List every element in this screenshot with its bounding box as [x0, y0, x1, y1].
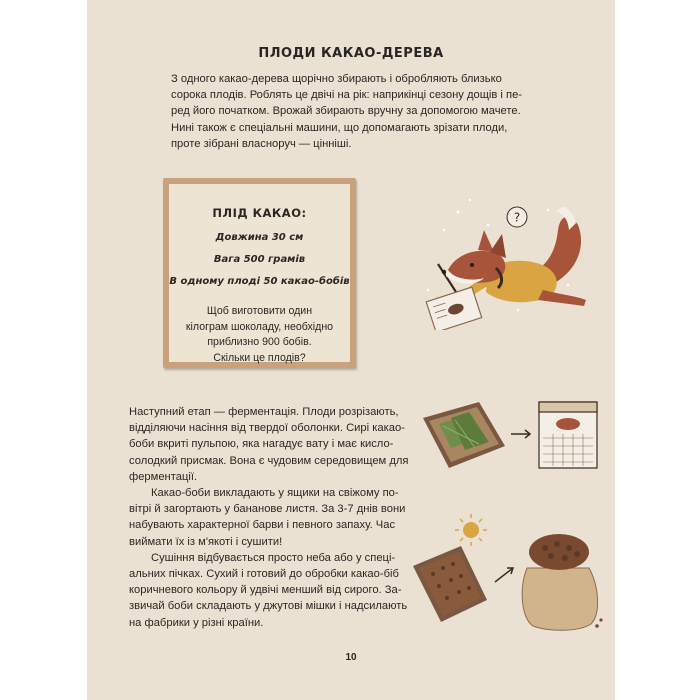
text-line: боби вкриті пульпою, яка нагадує вату і має кисло- [129, 438, 394, 451]
text-line: кілограм шоколаду, необхідно [185, 320, 334, 333]
fermentation-illustration [409, 388, 605, 488]
text-line: сорока плодів. Роблять це двічі на рік: наприкінці сезону дощів і пе- [171, 89, 523, 102]
fact-board-paper [169, 184, 350, 362]
text-line: альних пічках. Сухий і готовий до обробки какао-біб [129, 568, 399, 581]
tablet-icon [426, 287, 482, 330]
page-title: ПЛОДИ КАКАО-ДЕРЕВА [258, 46, 444, 61]
drying-illustration [409, 508, 605, 638]
fox-nose [442, 270, 446, 274]
sack-icon [522, 534, 602, 630]
text-line: Скільки це плодів? [213, 351, 306, 364]
text-line: набувають характерної барви і певного запаху. Час [129, 519, 396, 532]
fermentation-paragraph [129, 404, 409, 631]
fox-eye [470, 263, 474, 267]
text-line: коричневого кольору й удвічі менший від сирого. За- [129, 584, 402, 597]
arrow-icon [495, 568, 513, 582]
crate-icon [423, 402, 505, 468]
text-line: виймати їх із м'якоті і сушити! [129, 535, 283, 548]
text-line: відділяючи насіння від твердої оболонки. Сирі какао- [129, 422, 405, 435]
text-line: Щоб виготовити один [206, 305, 313, 317]
fact-length: Довжина 30 см [215, 232, 304, 243]
text-line: проте зібрані власноруч — цінніші. [171, 137, 352, 150]
drying-tray-icon [413, 546, 487, 622]
text-line: вітрі й загортають у бананове листя. За 3-7 днів вони [129, 503, 406, 516]
question-mark: ? [513, 210, 521, 225]
fact-board-question [169, 304, 350, 366]
fox-illustration [338, 170, 598, 330]
fact-board-title: ПЛІД КАКАО: [212, 206, 307, 220]
book-page [87, 0, 615, 700]
text-line: ред його початком. Врожай збирають вручну за допомогою мачете. [171, 105, 521, 118]
text-line: Сушіння відбувається просто неба або у спеці- [151, 551, 396, 564]
text-line: на фабрики у різні країни. [129, 616, 264, 629]
text-line: ферментації. [129, 470, 198, 483]
sun-icon [455, 514, 487, 546]
text-line: Нині також є спеціальні машини, що допомагають зрізати плоди, [171, 121, 508, 134]
fact-board [163, 178, 356, 368]
fox-ear [478, 230, 494, 252]
fox-leg [538, 290, 586, 306]
text-line: солодкий присмак. Вона є чудовим середовищем для [129, 454, 409, 467]
fact-weight: Вага 500 грамів [213, 254, 306, 265]
text-line: приблизно 900 бобів. [207, 336, 312, 348]
text-line: Наступний етап — ферментація. Плоди розрізають, [129, 406, 399, 418]
text-line: звичай боби складають у джутові мішки і надсилають [129, 600, 408, 613]
page-number: 10 [345, 652, 357, 663]
fact-beans: В одному плоді 50 какао-бобів [169, 276, 350, 287]
text-line: З одного какао-дерева щорічно збирають і обробляють близько [171, 73, 502, 85]
intro-paragraph [171, 71, 521, 152]
calendar-icon [539, 402, 597, 468]
text-line: Какао-боби викладають у ящики на свіжому по- [151, 487, 399, 500]
